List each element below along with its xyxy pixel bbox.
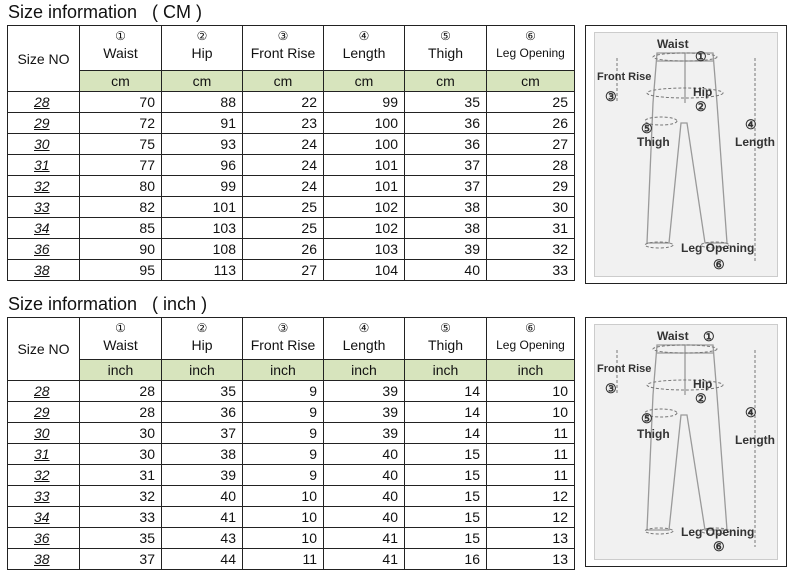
value-cell: 25 — [243, 197, 324, 218]
value-cell: 10 — [487, 402, 575, 423]
value-cell: 43 — [162, 528, 243, 549]
value-cell: 13 — [487, 528, 575, 549]
front-rise-label: Front Rise — [250, 337, 316, 353]
value-cell: 100 — [324, 113, 405, 134]
diagram-leg-opening-label: Leg Opening — [681, 525, 755, 539]
value-cell: 14 — [405, 423, 487, 444]
unit-cell: inch — [324, 360, 405, 381]
leg-opening-number: ⑥ — [525, 29, 536, 43]
table-row — [8, 113, 575, 134]
value-cell: 9 — [243, 402, 324, 423]
size-no-header: Size NO — [8, 26, 80, 92]
value-cell: 32 — [80, 486, 162, 507]
value-cell: 9 — [243, 444, 324, 465]
inch-size-table — [7, 317, 575, 570]
size-cell: 33 — [8, 486, 80, 507]
value-cell: 27 — [487, 134, 575, 155]
waist-number: ① — [115, 321, 126, 335]
value-cell: 36 — [405, 134, 487, 155]
value-cell: 95 — [80, 260, 162, 281]
value-cell: 11 — [487, 444, 575, 465]
value-cell: 25 — [243, 218, 324, 239]
value-cell: 15 — [405, 486, 487, 507]
pants-diagram-background — [594, 32, 778, 277]
diagram-length-label: Length — [735, 433, 775, 447]
waist-header — [80, 318, 162, 360]
size-cell: 38 — [8, 549, 80, 570]
thigh-header — [405, 26, 487, 71]
diagram-hip-label: Hip — [693, 377, 713, 391]
value-cell: 40 — [324, 486, 405, 507]
table-row — [8, 197, 575, 218]
value-cell: 11 — [487, 465, 575, 486]
hip-label: Hip — [191, 45, 213, 61]
table-row — [8, 528, 575, 549]
value-cell: 40 — [324, 465, 405, 486]
value-cell: 11 — [487, 423, 575, 444]
length-number: ④ — [358, 321, 370, 335]
thigh-number: ⑤ — [440, 29, 451, 43]
value-cell: 91 — [162, 113, 243, 134]
value-cell: 10 — [243, 486, 324, 507]
front-rise-header — [243, 26, 324, 71]
inch-section-title: Size information ( inch ) — [8, 294, 208, 314]
value-cell: 100 — [324, 134, 405, 155]
table-row — [8, 381, 575, 402]
unit-cell: cm — [405, 71, 487, 92]
unit-cell: cm — [487, 71, 575, 92]
size-cell: 34 — [8, 218, 80, 239]
value-cell: 39 — [162, 465, 243, 486]
table-row — [8, 92, 575, 113]
value-cell: 26 — [243, 239, 324, 260]
value-cell: 77 — [80, 155, 162, 176]
diagram-hip-label: Hip — [693, 85, 713, 99]
size-cell: 36 — [8, 239, 80, 260]
diagram-number-5: ⑤ — [641, 411, 653, 426]
diagram-waist-label: Waist — [657, 329, 689, 343]
value-cell: 27 — [243, 260, 324, 281]
value-cell: 70 — [80, 92, 162, 113]
value-cell: 41 — [324, 528, 405, 549]
value-cell: 41 — [162, 507, 243, 528]
value-cell: 10 — [243, 528, 324, 549]
diagram-leg-opening-label: Leg Opening — [681, 241, 755, 255]
value-cell: 24 — [243, 134, 324, 155]
length-label: Length — [342, 45, 386, 61]
table-row — [8, 134, 575, 155]
value-cell: 85 — [80, 218, 162, 239]
hip-header — [162, 26, 243, 71]
value-cell: 12 — [487, 507, 575, 528]
diagram-number-5: ⑤ — [641, 121, 653, 136]
value-cell: 101 — [162, 197, 243, 218]
front-rise-label: Front Rise — [250, 45, 316, 61]
hip-label: Hip — [191, 337, 213, 353]
leg-opening-label: Leg Opening — [496, 338, 565, 352]
cm-section-title: Size information ( CM ) — [8, 2, 203, 22]
size-cell: 38 — [8, 260, 80, 281]
size-cell: 28 — [8, 92, 80, 113]
table-row — [8, 260, 575, 281]
value-cell: 93 — [162, 134, 243, 155]
waist-label: Waist — [103, 337, 138, 353]
size-cell: 28 — [8, 381, 80, 402]
thigh-label: Thigh — [427, 337, 464, 353]
length-number: ④ — [358, 29, 370, 43]
diagram-thigh-label: Thigh — [637, 427, 670, 441]
value-cell: 96 — [162, 155, 243, 176]
table-row — [8, 218, 575, 239]
waist-label: Waist — [103, 45, 138, 61]
inch-section — [0, 290, 800, 575]
diagram-number-2: ② — [695, 99, 707, 114]
value-cell: 11 — [243, 549, 324, 570]
value-cell: 37 — [162, 423, 243, 444]
value-cell: 44 — [162, 549, 243, 570]
value-cell: 38 — [405, 197, 487, 218]
value-cell: 75 — [80, 134, 162, 155]
value-cell: 38 — [162, 444, 243, 465]
value-cell: 104 — [324, 260, 405, 281]
hip-number: ② — [196, 29, 208, 43]
leg-opening-header — [487, 318, 575, 360]
value-cell: 23 — [243, 113, 324, 134]
value-cell: 12 — [487, 486, 575, 507]
table-row — [8, 486, 575, 507]
value-cell: 33 — [80, 507, 162, 528]
diagram-number-6: ⑥ — [713, 539, 725, 554]
value-cell: 36 — [162, 402, 243, 423]
table-row — [8, 465, 575, 486]
table-row — [8, 444, 575, 465]
front-rise-number: ③ — [277, 321, 289, 335]
value-cell: 29 — [487, 176, 575, 197]
value-cell: 31 — [487, 218, 575, 239]
size-cell: 30 — [8, 134, 80, 155]
value-cell: 41 — [324, 549, 405, 570]
unit-cell: cm — [80, 71, 162, 92]
pants-outline-icon — [595, 33, 777, 276]
value-cell: 39 — [324, 423, 405, 444]
value-cell: 9 — [243, 465, 324, 486]
unit-cell: inch — [162, 360, 243, 381]
value-cell: 80 — [80, 176, 162, 197]
value-cell: 14 — [405, 381, 487, 402]
diagram-front-rise-label: Front Rise — [597, 71, 652, 83]
value-cell: 33 — [487, 260, 575, 281]
value-cell: 113 — [162, 260, 243, 281]
size-cell: 29 — [8, 113, 80, 134]
front-rise-number: ③ — [277, 29, 289, 43]
value-cell: 101 — [324, 155, 405, 176]
value-cell: 31 — [80, 465, 162, 486]
waist-number: ① — [115, 29, 126, 43]
value-cell: 102 — [324, 197, 405, 218]
size-cell: 32 — [8, 465, 80, 486]
diagram-number-2: ② — [695, 391, 707, 406]
value-cell: 25 — [487, 92, 575, 113]
waist-header — [80, 26, 162, 71]
diagram-number-6: ⑥ — [713, 257, 725, 272]
pants-diagram-inch — [585, 317, 787, 567]
value-cell: 40 — [324, 444, 405, 465]
unit-cell: cm — [324, 71, 405, 92]
length-header — [324, 318, 405, 360]
length-header — [324, 26, 405, 71]
value-cell: 90 — [80, 239, 162, 260]
value-cell: 24 — [243, 176, 324, 197]
size-cell: 31 — [8, 155, 80, 176]
value-cell: 35 — [80, 528, 162, 549]
value-cell: 10 — [487, 381, 575, 402]
value-cell: 30 — [80, 423, 162, 444]
size-cell: 36 — [8, 528, 80, 549]
value-cell: 15 — [405, 528, 487, 549]
diagram-front-rise-label: Front Rise — [597, 363, 652, 375]
value-cell: 37 — [80, 549, 162, 570]
diagram-number-3: ③ — [605, 381, 617, 396]
value-cell: 30 — [487, 197, 575, 218]
value-cell: 101 — [324, 176, 405, 197]
table-row — [8, 423, 575, 444]
value-cell: 30 — [80, 444, 162, 465]
unit-cell: inch — [405, 360, 487, 381]
value-cell: 72 — [80, 113, 162, 134]
value-cell: 99 — [162, 176, 243, 197]
size-cell: 30 — [8, 423, 80, 444]
unit-cell: cm — [162, 71, 243, 92]
value-cell: 15 — [405, 507, 487, 528]
value-cell: 39 — [324, 402, 405, 423]
value-cell: 32 — [487, 239, 575, 260]
hip-header — [162, 318, 243, 360]
size-no-header: Size NO — [8, 318, 80, 381]
leg-opening-header — [487, 26, 575, 71]
value-cell: 40 — [162, 486, 243, 507]
value-cell: 39 — [405, 239, 487, 260]
leg-opening-number: ⑥ — [525, 321, 536, 335]
cm-size-table — [7, 25, 575, 281]
value-cell: 82 — [80, 197, 162, 218]
value-cell: 37 — [405, 176, 487, 197]
table-row — [8, 155, 575, 176]
diagram-number-3: ③ — [605, 89, 617, 104]
value-cell: 28 — [80, 402, 162, 423]
leg-opening-label: Leg Opening — [496, 46, 565, 60]
value-cell: 103 — [324, 239, 405, 260]
value-cell: 26 — [487, 113, 575, 134]
length-label: Length — [342, 337, 386, 353]
value-cell: 28 — [80, 381, 162, 402]
value-cell: 40 — [405, 260, 487, 281]
size-cell: 31 — [8, 444, 80, 465]
front-rise-header — [243, 318, 324, 360]
value-cell: 16 — [405, 549, 487, 570]
value-cell: 15 — [405, 444, 487, 465]
table-row — [8, 507, 575, 528]
value-cell: 9 — [243, 423, 324, 444]
unit-cell: inch — [80, 360, 162, 381]
value-cell: 35 — [162, 381, 243, 402]
thigh-label: Thigh — [427, 45, 464, 61]
unit-cell: cm — [243, 71, 324, 92]
hip-number: ② — [196, 321, 208, 335]
value-cell: 24 — [243, 155, 324, 176]
value-cell: 15 — [405, 465, 487, 486]
value-cell: 38 — [405, 218, 487, 239]
value-cell: 14 — [405, 402, 487, 423]
value-cell: 36 — [405, 113, 487, 134]
size-cell: 32 — [8, 176, 80, 197]
thigh-header — [405, 318, 487, 360]
value-cell: 9 — [243, 381, 324, 402]
table-row — [8, 176, 575, 197]
value-cell: 103 — [162, 218, 243, 239]
size-cell: 29 — [8, 402, 80, 423]
diagram-length-label: Length — [735, 135, 775, 149]
thigh-number: ⑤ — [440, 321, 451, 335]
value-cell: 99 — [324, 92, 405, 113]
diagram-number-1: ① — [703, 329, 715, 344]
value-cell: 10 — [243, 507, 324, 528]
diagram-number-4: ④ — [745, 405, 757, 420]
value-cell: 13 — [487, 549, 575, 570]
unit-cell: inch — [243, 360, 324, 381]
size-cell: 33 — [8, 197, 80, 218]
value-cell: 37 — [405, 155, 487, 176]
value-cell: 108 — [162, 239, 243, 260]
table-row — [8, 239, 575, 260]
value-cell: 22 — [243, 92, 324, 113]
pants-diagram-cm — [585, 25, 787, 284]
table-row — [8, 402, 575, 423]
pants-diagram-background — [594, 324, 778, 560]
value-cell: 35 — [405, 92, 487, 113]
value-cell: 88 — [162, 92, 243, 113]
value-cell: 39 — [324, 381, 405, 402]
value-cell: 102 — [324, 218, 405, 239]
table-row — [8, 549, 575, 570]
value-cell: 40 — [324, 507, 405, 528]
diagram-waist-label: Waist — [657, 37, 689, 51]
size-cell: 34 — [8, 507, 80, 528]
value-cell: 28 — [487, 155, 575, 176]
diagram-thigh-label: Thigh — [637, 135, 670, 149]
unit-cell: inch — [487, 360, 575, 381]
diagram-number-1: ① — [695, 49, 707, 64]
diagram-number-4: ④ — [745, 117, 757, 132]
